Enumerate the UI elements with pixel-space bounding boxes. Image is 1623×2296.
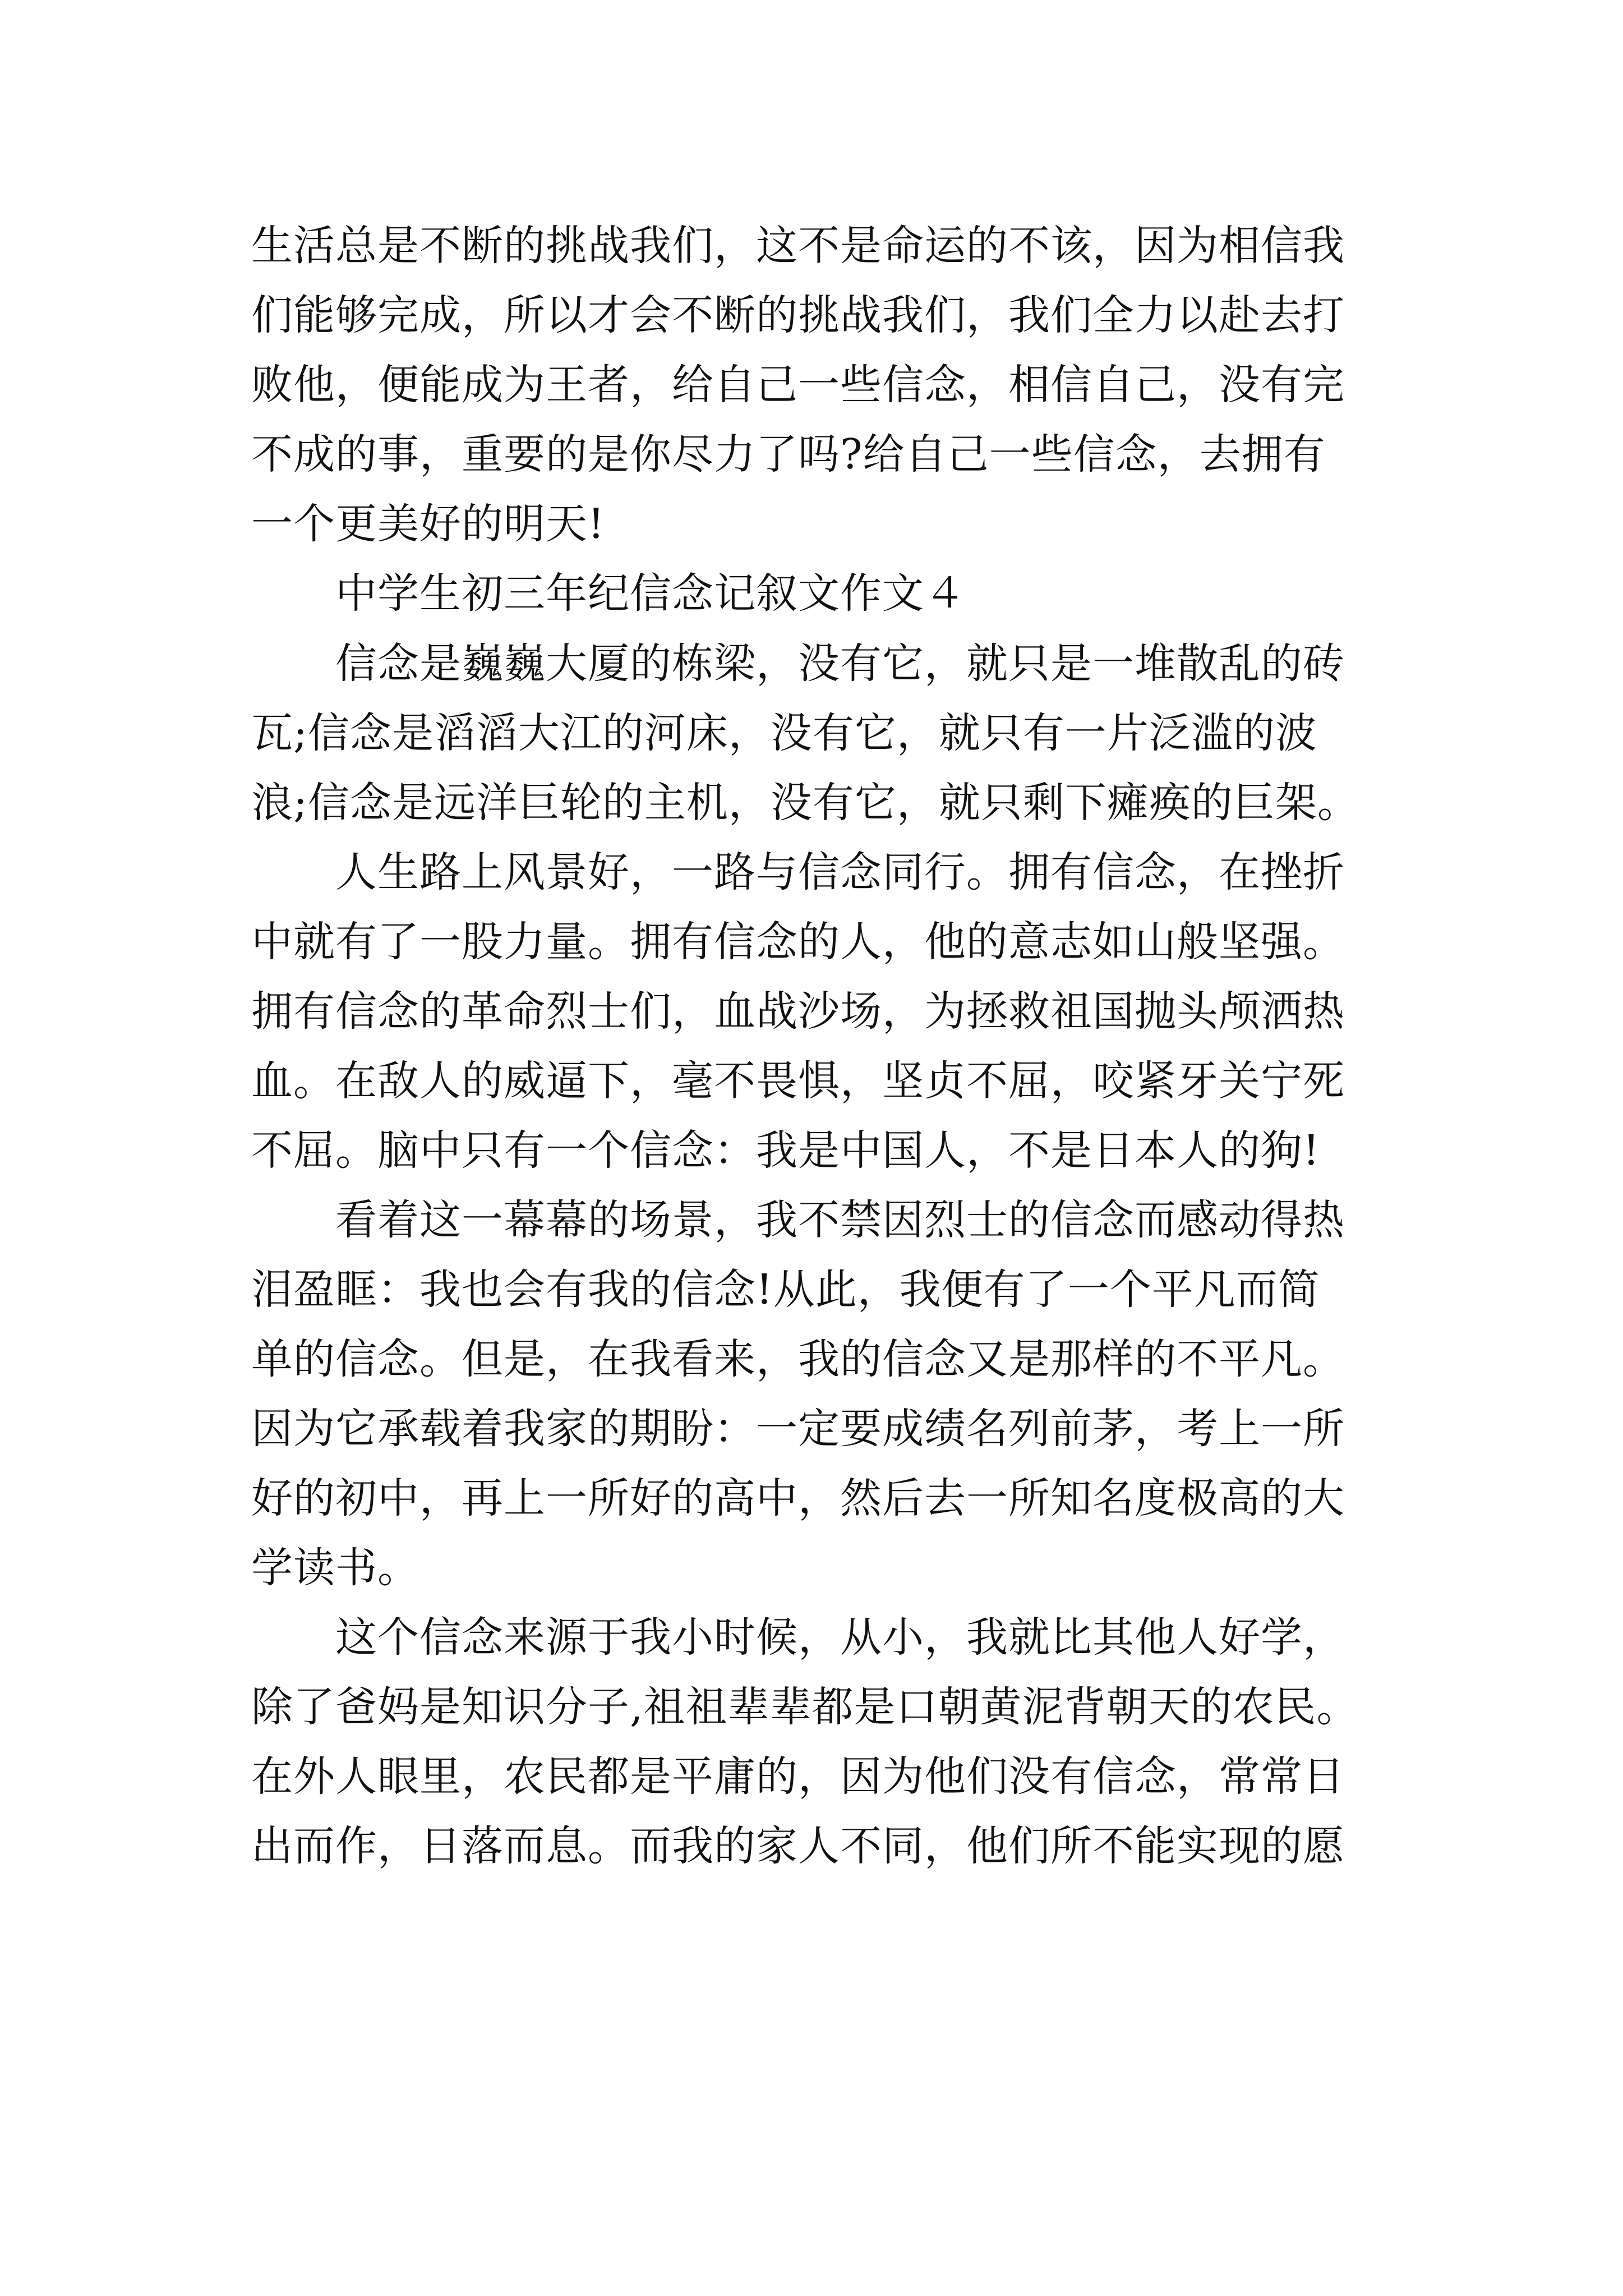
text-line: 拥有信念的革命烈士们，血战沙场，为拯救祖国抛头颅洒热	[251, 987, 1345, 1036]
paragraph-first-line: 这个信念来源于我小时候，从小，我就比其他人好学，	[335, 1613, 1345, 1662]
text-line: 在外人眼里，农民都是平庸的，因为他们没有信念，常常日	[251, 1752, 1345, 1801]
text-line: 单的信念。但是，在我看来，我的信念又是那样的不平凡。	[251, 1335, 1345, 1383]
text-line: 生活总是不断的挑战我们，这不是命运的不该，因为相信我	[251, 222, 1345, 270]
text-line: 不成的事，重要的是你尽力了吗?给自己一些信念，去拥有	[251, 430, 1326, 478]
paragraph-first-line: 信念是巍巍大厦的栋梁，没有它，就只是一堆散乱的砖	[335, 639, 1345, 688]
text-line: 瓦;信念是滔滔大江的河床，没有它，就只有一片泛滥的波	[251, 709, 1317, 757]
text-line: 泪盈眶：我也会有我的信念!从此，我便有了一个平凡而简	[251, 1266, 1320, 1314]
text-line: 不屈。脑中只有一个信念：我是中国人，不是日本人的狗!	[251, 1126, 1320, 1175]
paragraph-first-line: 人生路上风景好，一路与信念同行。拥有信念，在挫折	[335, 848, 1345, 896]
text-line: 败他，便能成为王者，给自己一些信念，相信自己，没有完	[251, 361, 1345, 409]
text-line: 因为它承载着我家的期盼：一定要成绩名列前茅，考上一所	[251, 1405, 1345, 1453]
text-line: 出而作，日落而息。而我的家人不同，他们所不能实现的愿	[251, 1822, 1345, 1870]
text-line: 浪;信念是远洋巨轮的主机，没有它，就只剩下瘫痪的巨架。	[251, 779, 1359, 827]
text-line: 好的初中，再上一所好的高中，然后去一所知名度极高的大	[251, 1474, 1345, 1522]
text-line: 除了爸妈是知识分子,祖祖辈辈都是口朝黄泥背朝天的农民。	[251, 1683, 1359, 1731]
section-heading: 中学生初三年纪信念记叙文作文４	[335, 569, 966, 618]
text-line: 中就有了一股力量。拥有信念的人，他的意志如山般坚强。	[251, 918, 1345, 966]
text-line: 一个更美好的明天!	[251, 500, 605, 548]
paragraph-first-line: 看着这一幕幕的场景，我不禁因烈士的信念而感动得热	[335, 1196, 1345, 1244]
text-line: 血。在敌人的威逼下，毫不畏惧，坚贞不屈，咬紧牙关宁死	[251, 1057, 1345, 1105]
text-line: 学读书。	[251, 1544, 419, 1592]
text-line: 们能够完成，所以才会不断的挑战我们，我们全力以赴去打	[251, 291, 1345, 339]
